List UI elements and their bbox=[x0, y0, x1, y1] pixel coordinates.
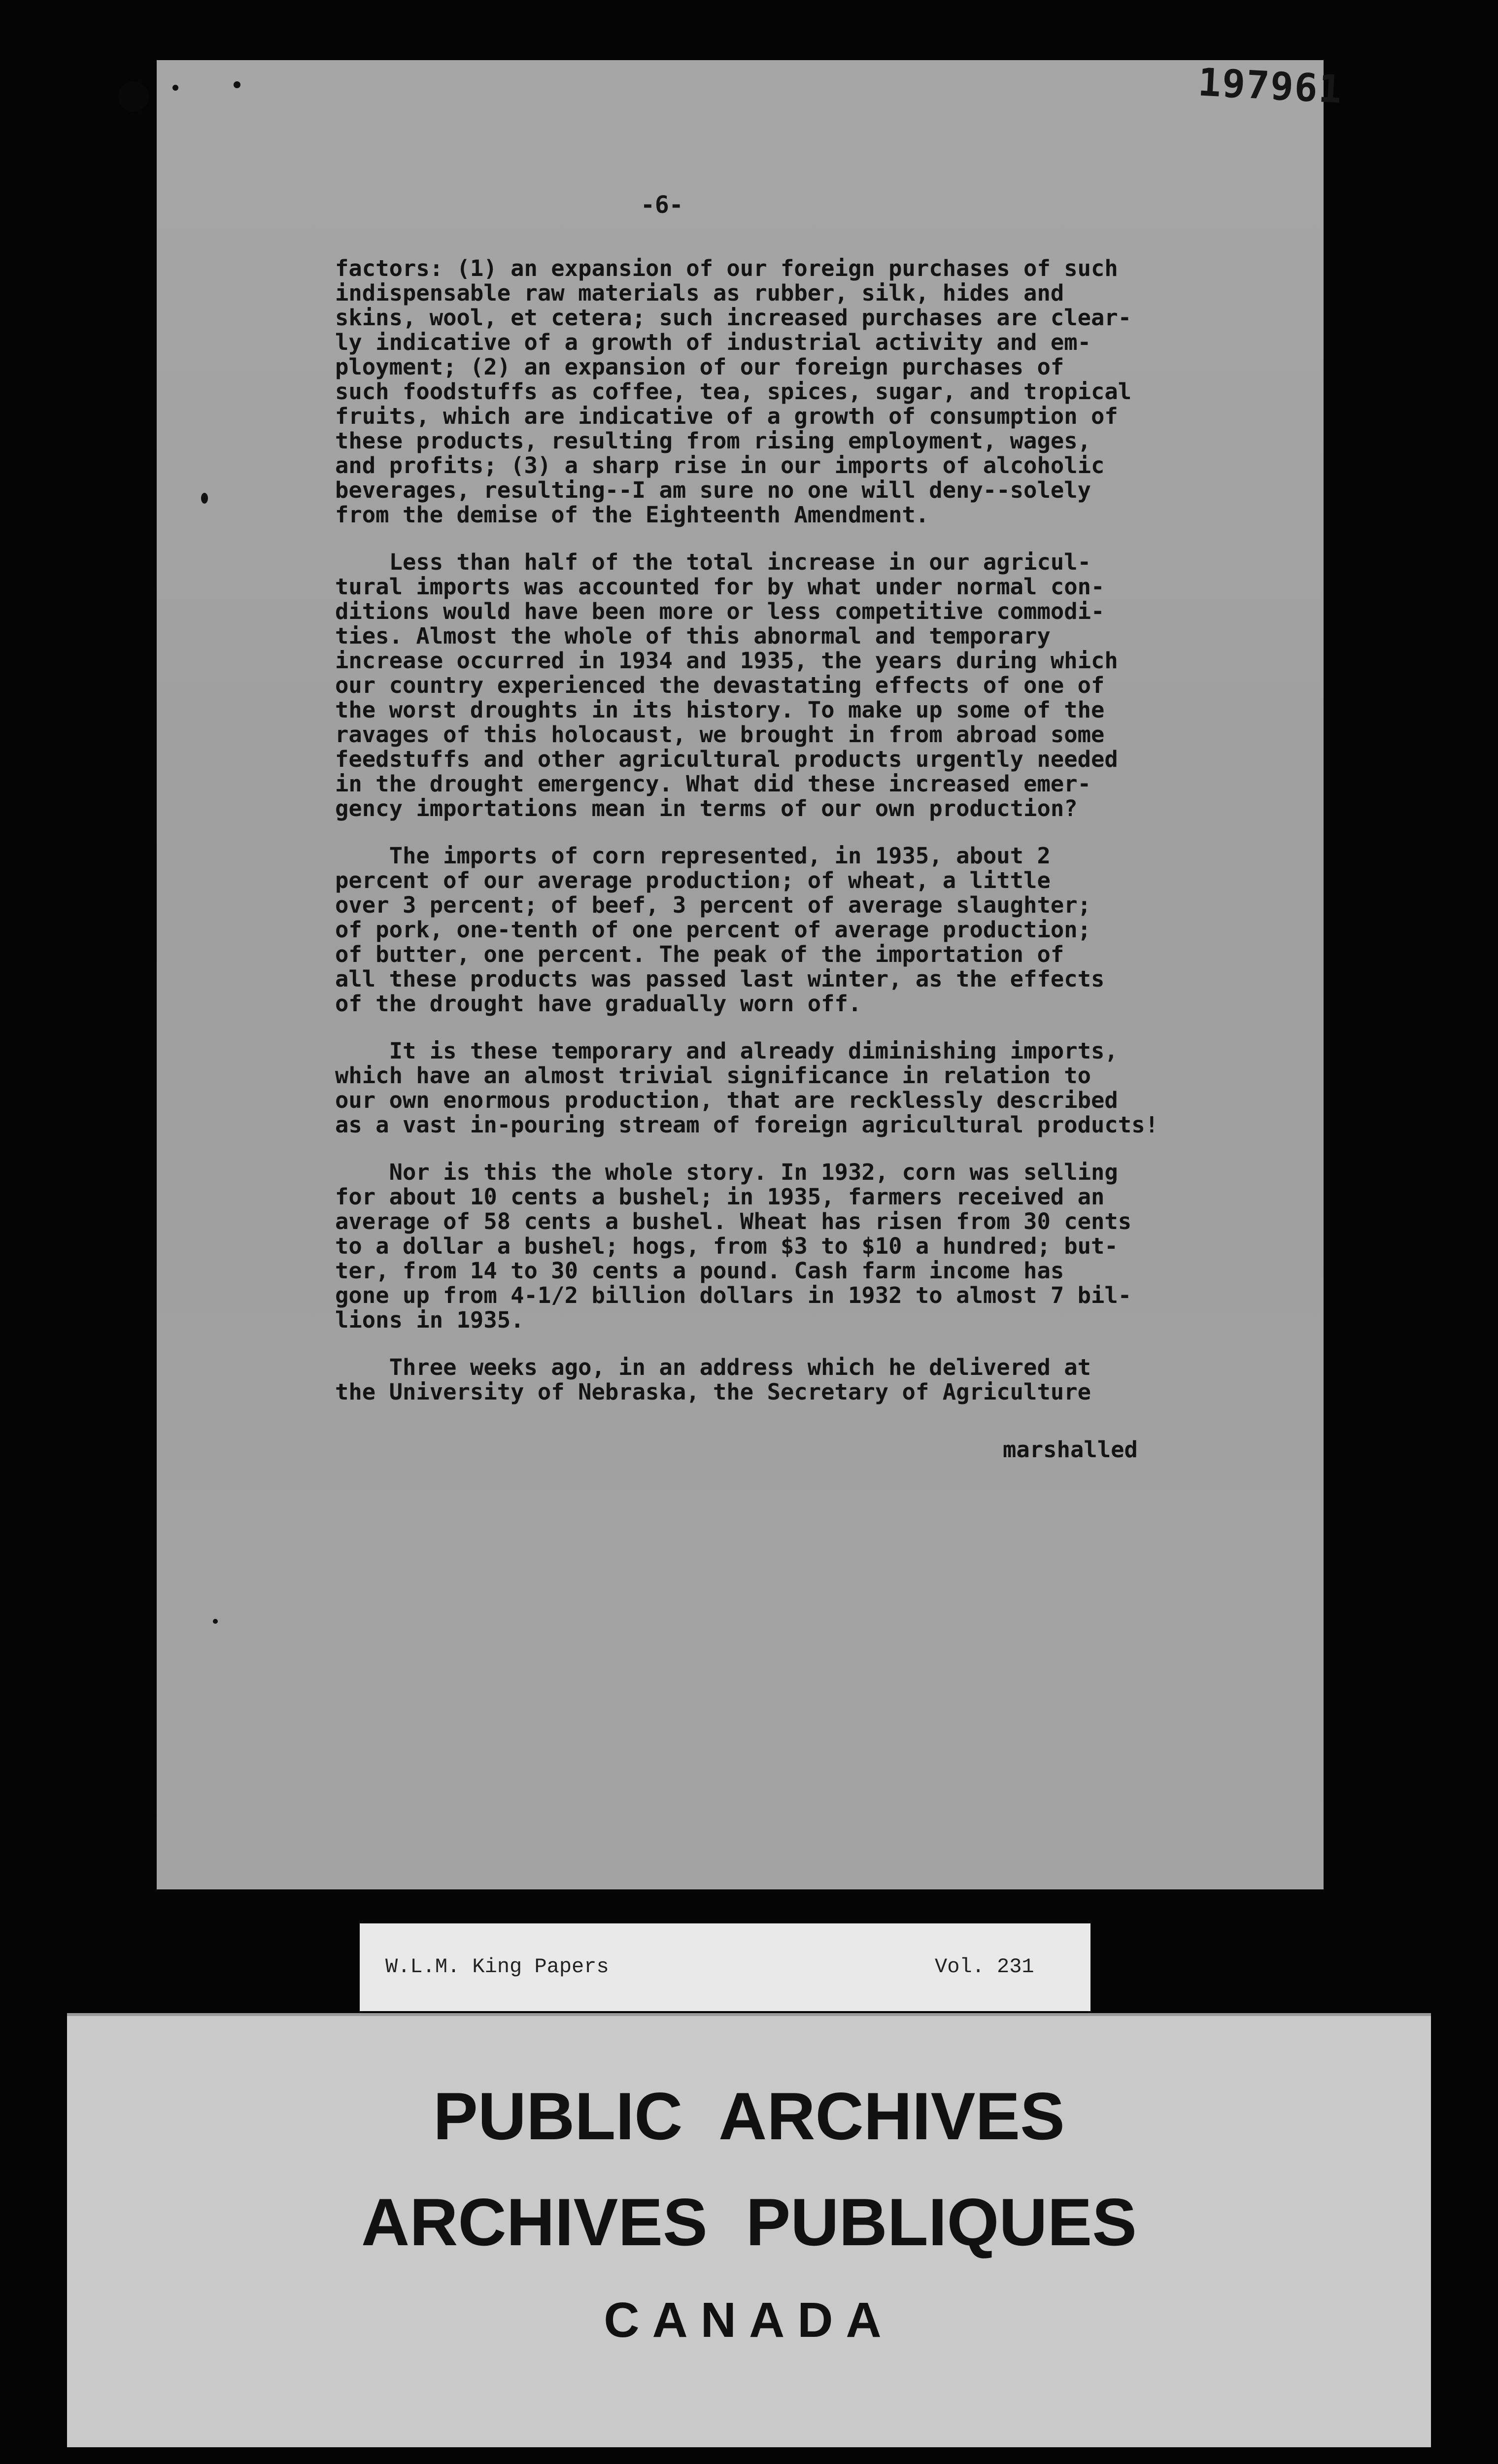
catchword: marshalled bbox=[1003, 1437, 1138, 1463]
paragraph: Less than half of the total increase in our agricul- tural imports was accounted for by what under normal con- ditions would have been more or less competitive commodi- ties. Almost the whole of this abnormal and temporary increase occurred in 1934 and 1935, the years during which our country experienced the devastating effects of one of the worst droughts in its history. To make up some of the ravages of this holocaust, we brought in from abroad some feedstuffs and other agricultural products urgently needed in the drought emergency. What did these increased emer- gency importations mean in terms of our own production? bbox=[335, 549, 1118, 821]
body-text bbox=[335, 256, 1232, 1427]
collection-name: W.L.M. King Papers bbox=[385, 1955, 609, 1979]
paragraph: It is these temporary and already diminishing imports, which have an almost trivial significance in relation to our own enormous production, that are recklessly described as a vast in-pouring stream of foreign agricultural products! bbox=[335, 1038, 1158, 1138]
volume-number: Vol. 231 bbox=[935, 1955, 1034, 1979]
page-number: -6- bbox=[641, 191, 683, 219]
paragraph: The imports of corn represented, in 1935, about 2 percent of our average production; of wheat, a little over 3 percent; of beef, 3 percent of average slaughter; of pork, one-tenth of one percent of average production; of butter, one percent. The peak of the importation of all these products was passed last winter, as the effects of the drought have gradually worn off. bbox=[335, 843, 1105, 1017]
speck bbox=[201, 493, 208, 504]
speck bbox=[172, 85, 178, 91]
archive-stamp-number: 197961 bbox=[1197, 60, 1344, 112]
speck bbox=[213, 1619, 218, 1624]
punch-hole bbox=[118, 81, 149, 112]
paragraph: factors: (1) an expansion of our foreign purchases of such indispensable raw materials as rubber, silk, hides and skins, wool, et cetera; such increased purchases are clear- ly indicative of a growth of industrial activity and em- ployment; (2) an expansion of our foreign purchases of such foodstuffs as coffee, tea, spices, sugar, and tropical fruits, which are indicative of a growth of consumption of these products, resulting from rising employment, wages, and profits; (3) a sharp rise in our imports of alcoholic beverages, resulting--I am sure no one will deny--solely from the demise of the Eighteenth Amendment. bbox=[335, 255, 1132, 528]
archive-card bbox=[67, 2013, 1431, 2447]
speck bbox=[234, 81, 240, 88]
paragraph: Three weeks ago, in an address which he delivered at the University of Nebraska, the Secretary of Agriculture bbox=[335, 1354, 1091, 1405]
paragraph: Nor is this the whole story. In 1932, corn was selling for about 10 cents a bushel; in 1935, farmers received an average of 58 cents a bushel. Wheat has risen from 30 cents to a dollar a bushel; hogs, from $3 to $10 a hundred; but- ter, from 14 to 30 cents a pound. Cash farm income has gone up from 4-1/2 billion dollars in 1932 to almost 7 bil- lions in 1935. bbox=[335, 1159, 1132, 1333]
archive-card-line-3: CANADA bbox=[604, 2293, 894, 2348]
archive-label bbox=[360, 1923, 1090, 2011]
archive-card-line-2: ARCHIVES PUBLIQUES bbox=[361, 2185, 1137, 2259]
archive-card-line-1: PUBLIC ARCHIVES bbox=[433, 2079, 1065, 2154]
